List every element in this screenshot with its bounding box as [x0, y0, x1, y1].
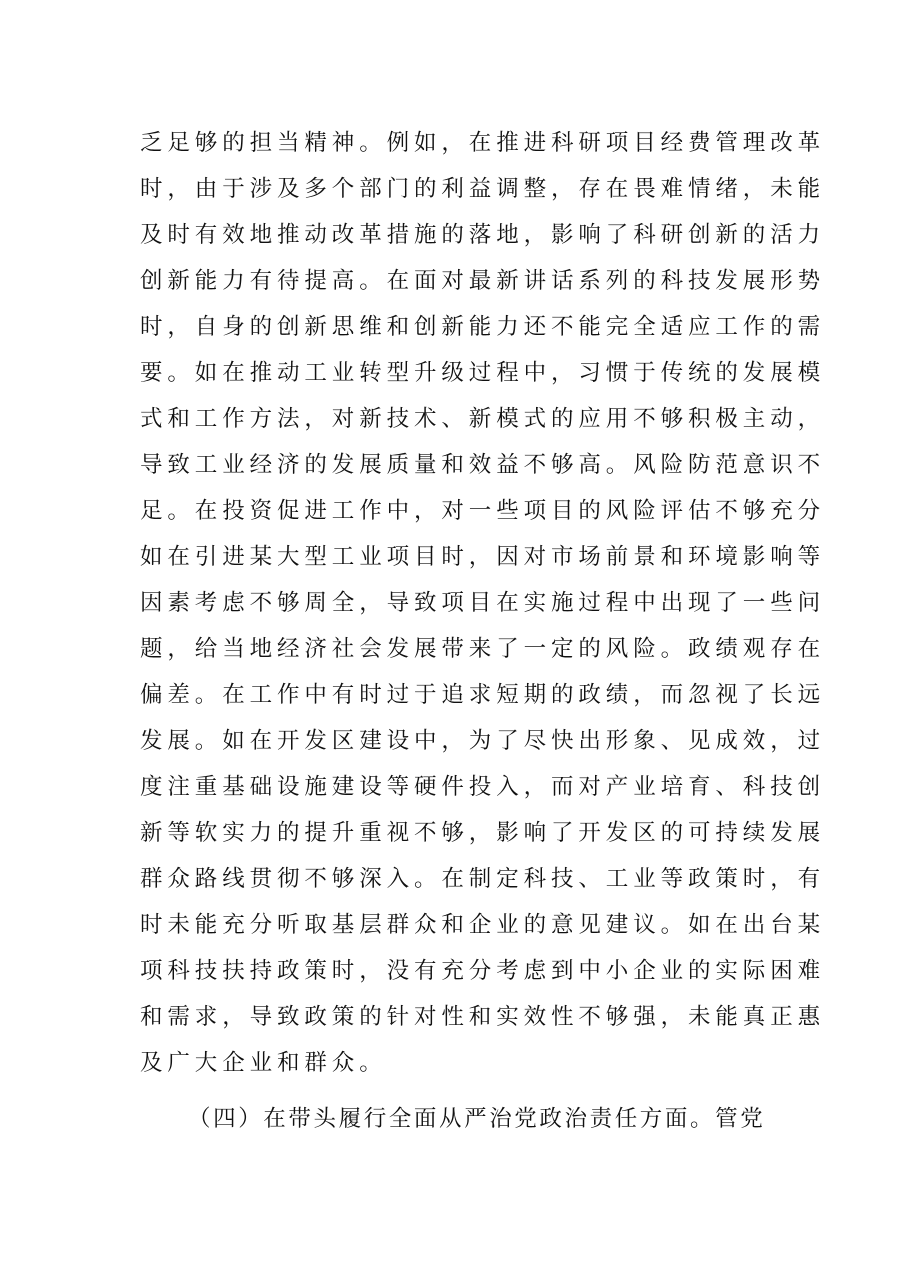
body-line: 要。如在推动工业转型升级过程中，习惯于传统的发展模 [140, 360, 826, 386]
body-line: 乏足够的担当精神。例如，在推进科研项目经费管理改革 [140, 130, 826, 156]
body-line: 度注重基础设施建设等硬件投入，而对产业培育、科技创 [140, 774, 826, 800]
body-line: 群众路线贯彻不够深入。在制定科技、工业等政策时，有 [140, 866, 826, 892]
body-line: 和需求，导致政策的针对性和实效性不够强，未能真正惠 [140, 1004, 826, 1030]
body-line: 式和工作方法，对新技术、新模式的应用不够积极主动， [140, 406, 826, 432]
body-line: 及广大企业和群众。 [140, 1050, 387, 1076]
body-line: 新等软实力的提升重视不够，影响了开发区的可持续发展 [140, 820, 826, 846]
body-line: 导致工业经济的发展质量和效益不够高。风险防范意识不 [140, 452, 826, 478]
body-line: 时未能充分听取基层群众和企业的意见建议。如在出台某 [140, 912, 826, 938]
body-line: 如在引进某大型工业项目时，因对市场前景和环境影响等 [140, 544, 826, 570]
body-line: 及时有效地推动改革措施的落地，影响了科研创新的活力 [140, 222, 826, 248]
body-line: 偏差。在工作中有时过于追求短期的政绩，而忽视了长远 [140, 682, 826, 708]
body-line: 时，由于涉及多个部门的利益调整，存在畏难情绪，未能 [140, 176, 826, 202]
body-line: 题，给当地经济社会发展带来了一定的风险。政绩观存在 [140, 636, 826, 662]
body-line: 创新能力有待提高。在面对最新讲话系列的科技发展形势 [140, 268, 826, 294]
body-line: 足。在投资促进工作中，对一些项目的风险评估不够充分 [140, 498, 826, 524]
body-line: 发展。如在开发区建设中，为了尽快出形象、见成效，过 [140, 728, 826, 754]
section-heading: （四）在带头履行全面从严治党政治责任方面。管党 [188, 1106, 766, 1132]
body-line: 因素考虑不够周全，导致项目在实施过程中出现了一些问 [140, 590, 826, 616]
body-line: 项科技扶持政策时，没有充分考虑到中小企业的实际困难 [140, 958, 826, 984]
body-line: 时，自身的创新思维和创新能力还不能完全适应工作的需 [140, 314, 826, 340]
